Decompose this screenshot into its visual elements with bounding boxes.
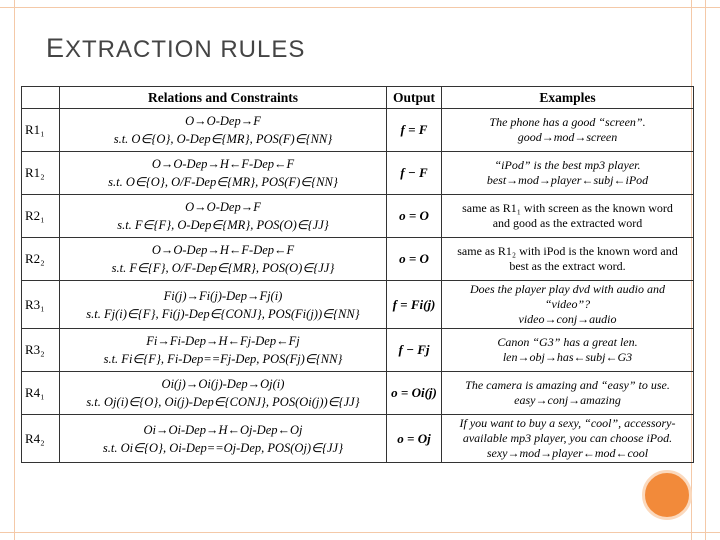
example-line: and good as the extracted word [492, 216, 643, 230]
examples-cell [442, 195, 694, 238]
slide-title [46, 33, 305, 64]
example-line: best→mod→player←subj←iPod [486, 173, 649, 187]
header-examples: Examples [442, 87, 694, 109]
relation-line: Fi→Fi-Dep→H←Fj-Dep←Fj [146, 334, 300, 348]
examples-cell [442, 152, 694, 195]
example-line: The camera is amazing and “easy” to use. [465, 378, 670, 392]
example-line: available mp3 player, you can choose iPod. [462, 431, 673, 445]
relations-cell [60, 109, 387, 152]
table-row [22, 329, 694, 372]
constraint-line: s.t. O∈{O}, O/F-Dep∈{MR}, POS(F)∈{NN} [108, 175, 338, 189]
table-header-row [22, 87, 694, 109]
constraint-line: s.t. F∈{F}, O-Dep∈{MR}, POS(O)∈{JJ} [117, 218, 329, 232]
relations-cell [60, 281, 387, 329]
rule-id: R2₂ [22, 238, 60, 281]
example-line: “iPod” is the best mp3 player. [494, 158, 641, 172]
title-rest: XTRACTION RULES [65, 36, 306, 63]
rule-id: R1₂ [22, 152, 60, 195]
frame-line-left [14, 0, 15, 540]
example-line: If you want to buy a sexy, “cool”, accessory- [459, 416, 676, 430]
rule-id: R3₁ [22, 281, 60, 329]
example-line: good→mod→screen [517, 130, 618, 144]
frame-line-top [0, 7, 720, 8]
frame-line-right-outer [705, 0, 706, 540]
constraint-line: s.t. Fj(i)∈{F}, Fi(j)-Dep∈{CONJ}, POS(Fi(j))∈{NN} [86, 306, 360, 321]
output-cell: o = O [387, 238, 442, 281]
output-cell: o = Oj [387, 415, 442, 463]
example-line: “video”? [544, 297, 591, 311]
example-line: video→conj→audio [518, 312, 617, 326]
header-relations: Relations and Constraints [60, 87, 387, 109]
table-row [22, 415, 694, 463]
constraint-line: s.t. Oj(i)∈{O}, Oi(j)-Dep∈{CONJ}, POS(Oi(j))∈{JJ} [86, 395, 360, 409]
output-cell: o = Oi(j) [387, 372, 442, 415]
relation-line: O→O-Dep→F [185, 200, 261, 214]
rule-id: R3₂ [22, 329, 60, 372]
relations-cell [60, 195, 387, 238]
rule-id: R2₁ [22, 195, 60, 238]
relation-line: O→O-Dep→F [185, 114, 261, 128]
relation-line: Fi(j)→Fi(j)-Dep→Fj(i) [163, 288, 283, 303]
rule-id: R4₂ [22, 415, 60, 463]
examples-cell [442, 238, 694, 281]
relations-cell [60, 238, 387, 281]
constraint-line: s.t. O∈{O}, O-Dep∈{MR}, POS(F)∈{NN} [113, 132, 333, 146]
header-output: Output [387, 87, 442, 109]
example-line: same as R1₁ with screen as the known word [462, 201, 673, 215]
relation-line: Oi→Oi-Dep→H←Oj-Dep←Oj [143, 422, 303, 437]
relations-cell [60, 372, 387, 415]
example-line: The phone has a good “screen”. [489, 115, 646, 129]
relations-cell [60, 152, 387, 195]
table-row [22, 281, 694, 329]
constraint-line: s.t. F∈{F}, O/F-Dep∈{MR}, POS(O)∈{JJ} [111, 261, 335, 275]
examples-cell [442, 372, 694, 415]
title-first-letter: E [46, 33, 66, 63]
example-line: Canon “G3” has a great len. [497, 335, 638, 349]
table-row [22, 195, 694, 238]
relations-cell [60, 329, 387, 372]
table-row [22, 109, 694, 152]
table-row [22, 372, 694, 415]
rule-id: R4₁ [22, 372, 60, 415]
examples-cell [442, 109, 694, 152]
constraint-line: s.t. Fi∈{F}, Fi-Dep==Fj-Dep, POS(Fj)∈{NN} [103, 352, 343, 366]
examples-cell [442, 329, 694, 372]
rule-id: R1₁ [22, 109, 60, 152]
decorative-circle [642, 470, 692, 520]
relation-line: Oi(j)→Oi(j)-Dep→Oj(i) [161, 377, 285, 391]
example-line: len→obj→has←subj←G3 [502, 350, 633, 364]
frame-line-bottom [0, 532, 720, 533]
rules-table [21, 86, 694, 463]
example-line: sexy→mod→player←mod←cool [486, 446, 649, 460]
example-line: easy→conj→amazing [514, 393, 621, 407]
example-line: Does the player play dvd with audio and [470, 282, 665, 296]
header-rule [22, 87, 60, 109]
output-cell: f − Fj [387, 329, 442, 372]
constraint-line: s.t. Oi∈{O}, Oi-Dep==Oj-Dep, POS(Oj)∈{JJ} [102, 440, 344, 455]
output-cell: f = F [387, 109, 442, 152]
output-cell: f = Fi(j) [387, 281, 442, 329]
example-line: best as the extract word. [509, 259, 626, 273]
example-line: same as R1₂ with iPod is the known word and [457, 244, 678, 258]
relations-cell [60, 415, 387, 463]
output-cell: f − F [387, 152, 442, 195]
examples-cell [442, 415, 694, 463]
table-row [22, 238, 694, 281]
output-cell: o = O [387, 195, 442, 238]
relation-line: O→O-Dep→H←F-Dep←F [151, 243, 295, 257]
table-row [22, 152, 694, 195]
relation-line: O→O-Dep→H←F-Dep←F [151, 157, 295, 171]
examples-cell [442, 281, 694, 329]
